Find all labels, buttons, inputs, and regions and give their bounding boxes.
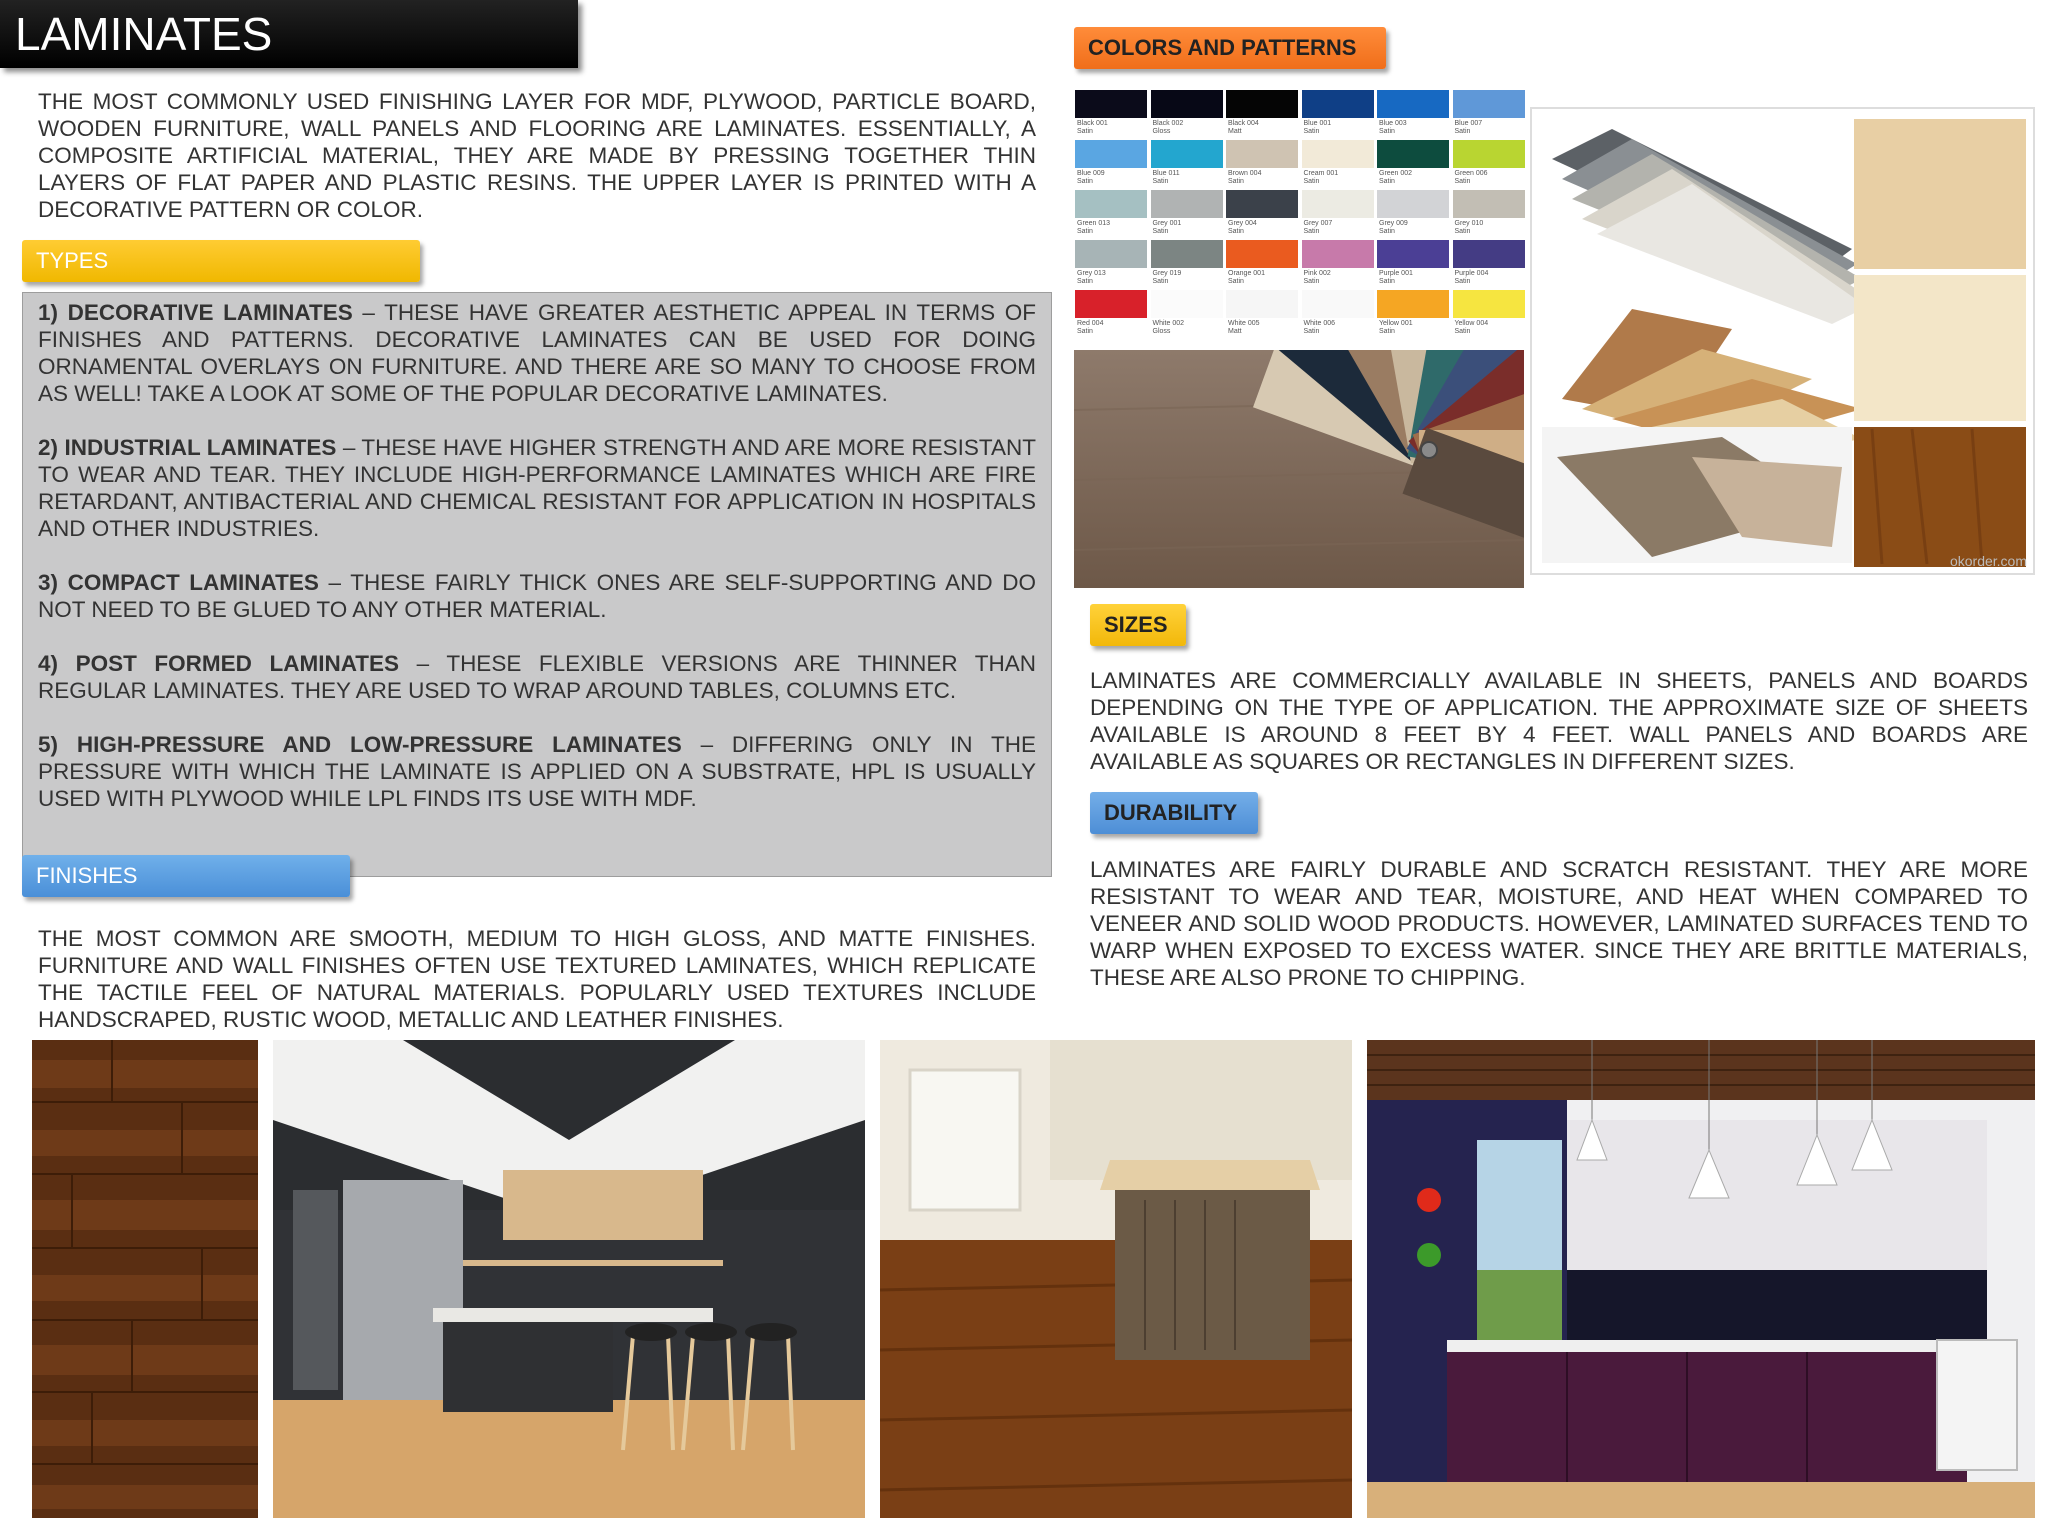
wood-texture-photo [32,1040,258,1518]
laminate-fan-photo [1074,350,1524,588]
swatch: Grey 007 Satin [1302,190,1374,238]
swatch: Brown 004 Satin [1226,140,1298,188]
swatch: Cream 001 Satin [1302,140,1374,188]
swatch-chip [1453,290,1525,318]
laminate-swatch-chart [1075,90,1525,338]
swatch: Grey 004 Satin [1226,190,1298,238]
swatch-chip [1151,190,1223,218]
swatch: Grey 013 Satin [1075,240,1147,288]
swatch-chip [1453,90,1525,118]
swatch: Purple 004 Satin [1453,240,1525,288]
types-panel [22,292,1052,877]
swatch-chip [1453,190,1525,218]
swatch: Grey 019 Satin [1151,240,1223,288]
swatch-chip [1151,240,1223,268]
swatch: Black 001 Satin [1075,90,1147,138]
swatch-chip [1151,140,1223,168]
swatch: Black 002 Gloss [1151,90,1223,138]
sizes-paragraph: LAMINATES ARE COMMERCIALLY AVAILABLE IN SHEETS, PANELS AND BOARDS DEPENDING ON THE TYPE OF APPLICATION. THE APPROXIMATE SIZE OF SHEETS AVAILABLE IS AROUND 8 FEET BY 4 FEET. WALL PANELS AND BOARDS ARE AVAILABLE AS SQUARES OR RECTANGLES IN DIFFERENT SIZES. [1090,668,2028,774]
swatch-chip [1302,290,1374,318]
swatch: Blue 003 Satin [1377,90,1449,138]
type-item-industrial: 2) INDUSTRIAL LAMINATES – THESE HAVE HIGHER STRENGTH AND ARE MORE RESISTANT TO WEAR AND TEAR. THEY INCLUDE HIGH-PERFORMANCE LAMINATES WHICH ARE FIRE RETARDANT, ANTIBACTERIAL AND CHEMICAL RESISTANT FOR APPLICATION IN HOSPITALS AND OTHER INDUSTRIES. [38,435,1037,541]
swatch: Blue 007 Satin [1453,90,1525,138]
swatch-chip [1377,290,1449,318]
laminate-samples-collage [1530,107,2035,575]
title-banner [0,0,578,68]
swatch: Grey 010 Satin [1453,190,1525,238]
swatch-chip [1226,290,1298,318]
swatch-chip [1453,240,1525,268]
swatch: Pink 002 Satin [1302,240,1374,288]
swatch: Purple 001 Satin [1377,240,1449,288]
type-item-decorative: 1) DECORATIVE LAMINATES – THESE HAVE GREATER AESTHETIC APPEAL IN TERMS OF FINISHES AND PATTERNS. DECORATIVE LAMINATES CAN BE USED FOR DOING ORNAMENTAL OVERLAYS ON FURNITURE. AND THERE ARE SO MANY TO CHOOSE FROM AS WELL! TAKE A LOOK AT SOME OF THE POPULAR DECORATIVE LAMINATES. [38,300,1036,406]
swatch: Grey 001 Satin [1151,190,1223,238]
swatch: Red 004 Satin [1075,290,1147,338]
swatch-chip [1377,140,1449,168]
swatch-chip [1151,290,1223,318]
kitchen-island-photo [880,1040,1352,1518]
colors-patterns-heading: COLORS AND PATTERNS [1074,27,1386,69]
swatch-chip [1302,140,1374,168]
swatch-chip [1302,240,1374,268]
types-heading: TYPES [22,240,420,282]
swatch: Black 004 Matt [1226,90,1298,138]
swatch: Blue 001 Satin [1302,90,1374,138]
swatch-chip [1075,190,1147,218]
swatch: Yellow 001 Satin [1377,290,1449,338]
swatch-chip [1302,90,1374,118]
durability-paragraph: LAMINATES ARE FAIRLY DURABLE AND SCRATCH RESISTANT. THEY ARE MORE RESISTANT TO WEAR AND TEAR, MOISTURE, AND HEAT WHEN COMPARED TO VENEER AND SOLID WOOD PRODUCTS. HOWEVER, LAMINATED SURFACES TEND TO WARP WHEN EXPOSED TO EXCESS WATER. SINCE THEY ARE BRITTLE MATERIALS, THESE ARE ALSO PRONE TO CHIPPING. [1090,857,2028,990]
swatch: White 006 Satin [1302,290,1374,338]
swatch: Green 002 Satin [1377,140,1449,188]
durability-heading: DURABILITY [1090,792,1258,834]
swatch-chip [1377,90,1449,118]
swatch-chip [1377,240,1449,268]
type-item-post-formed: 4) POST FORMED LAMINATES – THESE FLEXIBLE VERSIONS ARE THINNER THAN REGULAR LAMINATES. THEY ARE USED TO WRAP AROUND TABLES, COLUMNS ETC. [38,651,1036,703]
swatch-chip [1075,140,1147,168]
swatch: Orange 001 Satin [1226,240,1298,288]
sizes-heading: SIZES [1090,604,1186,646]
swatch: Green 013 Satin [1075,190,1147,238]
swatch-chip [1377,190,1449,218]
swatch: White 002 Gloss [1151,290,1223,338]
intro-paragraph: THE MOST COMMONLY USED FINISHING LAYER FOR MDF, PLYWOOD, PARTICLE BOARD, WOODEN FURNITURE, WALL PANELS AND FLOORING ARE LAMINATES. ESSENTIALLY, A COMPOSITE ARTIFICIAL MATERIAL, THEY ARE MADE BY PRESSING TOGETHER THIN LAYERS OF FLAT PAPER AND PLASTIC RESINS. THE UPPER LAYER IS PRINTED WITH A DECORATIVE PATTERN OR COLOR. [38,89,1036,222]
swatch-chip [1302,190,1374,218]
swatch-chip [1075,290,1147,318]
swatch: White 005 Matt [1226,290,1298,338]
swatch: Blue 009 Satin [1075,140,1147,188]
swatch: Yellow 004 Satin [1453,290,1525,338]
swatch: Grey 009 Satin [1377,190,1449,238]
type-item-compact: 3) COMPACT LAMINATES – THESE FAIRLY THICK ONES ARE SELF-SUPPORTING AND DO NOT NEED TO BE GLUED TO ANY OTHER MATERIAL. [38,570,1037,622]
swatch-chip [1075,90,1147,118]
swatch-chip [1226,140,1298,168]
swatch-chip [1226,240,1298,268]
watermark-text: okorder.com [1949,553,2027,569]
swatch: Green 006 Satin [1453,140,1525,188]
swatch-chip [1226,190,1298,218]
swatch-chip [1226,90,1298,118]
purple-kitchen-photo [1367,1040,2035,1518]
swatch-chip [1453,140,1525,168]
page-title: LAMINATES [15,8,273,60]
swatch: Blue 011 Satin [1151,140,1223,188]
swatch-chip [1151,90,1223,118]
modern-kitchen-photo [273,1040,865,1518]
finishes-heading: FINISHES [22,855,350,897]
finishes-paragraph: THE MOST COMMON ARE SMOOTH, MEDIUM TO HIGH GLOSS, AND MATTE FINISHES. FURNITURE AND WALL FINISHES OFTEN USE TEXTURED LAMINATES, WHICH REPLICATE THE TACTILE FEEL OF NATURAL MATERIALS. POPULARLY USED TEXTURES INCLUDE HANDSCRAPED, RUSTIC WOOD, METALLIC AND LEATHER FINISHES. [38,926,1036,1032]
swatch-chip [1075,240,1147,268]
type-item-pressure: 5) HIGH-PRESSURE AND LOW-PRESSURE LAMINATES – DIFFERING ONLY IN THE PRESSURE WITH WHICH THE LAMINATE IS APPLIED ON A SUBSTRATE, HPL IS USUALLY USED WITH PLYWOOD WHILE LPL FINDS ITS USE WITH MDF. [38,732,1036,811]
